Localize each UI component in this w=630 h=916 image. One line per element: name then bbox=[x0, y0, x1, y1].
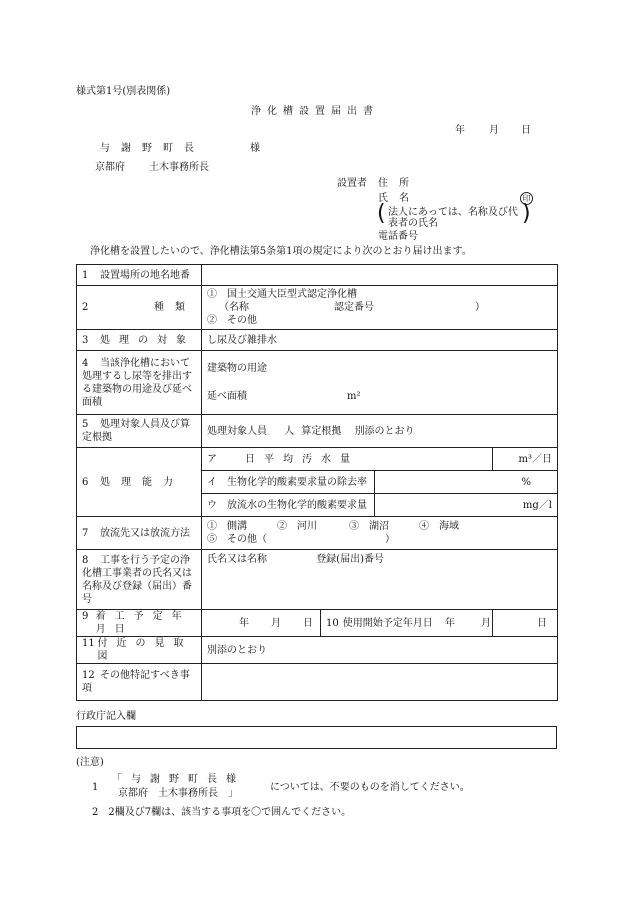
use-date-label: 使用開始予定年月日 bbox=[342, 617, 433, 629]
type-option-2[interactable]: ② その他 bbox=[207, 315, 257, 326]
admin-box bbox=[76, 726, 557, 749]
corp-note-line1: 法人にあっては、名称及び代 bbox=[388, 207, 518, 218]
discharge-label: 放流先又は放流方法 bbox=[100, 527, 190, 539]
start-date-cell[interactable] bbox=[202, 610, 321, 637]
location-label: 設置場所の地名地番 bbox=[100, 269, 190, 281]
building-use: 建築物の用途 bbox=[207, 363, 267, 374]
capacity-label: 処理能力 bbox=[100, 476, 184, 488]
contractor-value-cell[interactable] bbox=[202, 550, 558, 610]
applicant-address-label: 住所 bbox=[378, 178, 420, 189]
building-label: 当該浄化槽において処理するし尿等を排出する建築物の用途及び延べ面積 bbox=[82, 357, 192, 408]
people-unit: 人 bbox=[284, 425, 295, 437]
building-area: 延べ面積 bbox=[207, 391, 247, 402]
row-location: 1 設置場所の地名地番 bbox=[77, 265, 558, 286]
type-label: 種類 bbox=[154, 302, 196, 313]
building-value-cell[interactable] bbox=[202, 351, 558, 415]
note-1-line2: 京都府 土木事務所長 」 bbox=[118, 788, 238, 799]
admin-label: 行政庁記入欄 bbox=[76, 711, 136, 722]
contractor-name-label: 氏名又は名称 bbox=[207, 554, 267, 565]
use-date-day: 日 bbox=[537, 617, 547, 629]
map-label: 付近の見取図 bbox=[97, 638, 193, 662]
start-date-day: 日 bbox=[303, 617, 313, 629]
addressee-name: 与謝野町長 bbox=[100, 143, 205, 154]
contractor-reg-label: 登録(届出)番号 bbox=[316, 554, 384, 565]
discharge-option-5[interactable]: ⑤ その他（ bbox=[207, 534, 267, 545]
capacity-b-unit[interactable]: % bbox=[375, 471, 558, 494]
date-month-label: 月 bbox=[489, 125, 499, 136]
row-capacity-people: 5 処理対象人員及び算定根拠 処理対象人員 人 算定根拠 別添のとおり bbox=[77, 415, 558, 448]
other-label: その他特記すべき事項 bbox=[82, 670, 190, 694]
form-number: 様式第1号(別表関係) bbox=[76, 86, 171, 97]
type-option-1-name: （名称 bbox=[219, 302, 249, 313]
applicant-label: 設置者 bbox=[337, 178, 367, 189]
row-target: 3 処理の対象 し尿及び雑排水 bbox=[77, 330, 558, 351]
date-day-label: 日 bbox=[521, 125, 531, 136]
row-contractor: 8 工事を行う予定の浄化槽工事業者の氏名又は名称及び登録（届出）番号 氏名又は名称 登録(届出)番号 bbox=[77, 550, 558, 610]
capacity-b-label: イ 生物化学的酸素要求量の除去率 bbox=[202, 471, 375, 494]
use-date-year: 年 bbox=[445, 617, 455, 629]
other-value-cell[interactable] bbox=[202, 664, 558, 701]
capacity-c-unit[interactable]: mg／l bbox=[375, 494, 558, 517]
discharge-option-2[interactable]: ② 河川 bbox=[277, 521, 317, 532]
start-date-year: 年 bbox=[239, 617, 249, 629]
capacity-c-label: ウ 放流水の生物化学的酸素要求量 bbox=[202, 494, 375, 517]
capacity-a-unit[interactable]: m³／日 bbox=[493, 448, 558, 471]
addressee-prefecture: 京都府 bbox=[95, 162, 125, 173]
row-capacity-a: 6 処理能力 ア 日平均汚水量 m³／日 bbox=[77, 448, 558, 471]
date-year-label: 年 bbox=[455, 125, 465, 136]
use-date-cell[interactable] bbox=[445, 610, 558, 637]
notes-heading: (注意) bbox=[76, 757, 104, 768]
type-option-1[interactable]: ① 国土交通大臣型式認定浄化槽 bbox=[207, 289, 357, 300]
people-count-label: 処理対象人員 bbox=[207, 425, 267, 437]
building-area-unit: m² bbox=[347, 391, 361, 402]
addressee-office: 土木事務所長 bbox=[149, 162, 209, 173]
note-1-line1: 「与謝野町長様 bbox=[112, 774, 245, 785]
discharge-option-5-close: ） bbox=[385, 534, 395, 545]
seal-mark: 印 bbox=[520, 192, 533, 205]
type-option-1-close: ） bbox=[475, 302, 485, 313]
applicant-phone-label: 電話番号 bbox=[378, 231, 418, 242]
map-value: 別添のとおり bbox=[202, 637, 558, 664]
note-1-number: 1 bbox=[92, 782, 99, 793]
close-paren-icon: ) bbox=[522, 201, 531, 226]
capacity-a-label: ア 日平均汚水量 bbox=[207, 453, 359, 465]
discharge-option-1[interactable]: ① 側溝 bbox=[207, 521, 247, 532]
target-label: 処理の対象 bbox=[100, 334, 195, 346]
use-date-month: 月 bbox=[481, 617, 491, 629]
row-other: 12 その他特記すべき事項 bbox=[77, 664, 558, 701]
type-option-1-cert: 認定番号 bbox=[334, 302, 374, 313]
row-type: 2 種類 ① 国土交通大臣型式認定浄化槽 （名称 認定番号 ） ② その他 bbox=[77, 286, 558, 330]
start-date-label: 着工予定年月日 bbox=[95, 611, 191, 635]
row-map: 11 付近の見取図 別添のとおり bbox=[77, 637, 558, 664]
discharge-option-3[interactable]: ③ 湖沼 bbox=[349, 521, 389, 532]
open-paren-icon: ( bbox=[377, 201, 386, 226]
discharge-value-cell[interactable] bbox=[202, 517, 558, 550]
intro-text: 浄化槽を設置したいので、浄化槽法第5条第1項の規定により次のとおり届け出ます。 bbox=[90, 246, 472, 257]
row-building: 4 当該浄化槽において処理するし尿等を排出する建築物の用途及び延べ面積 建築物の用途 延べ面積 m² bbox=[77, 351, 558, 415]
note-1-text: については、不要のものを消してください。 bbox=[270, 782, 470, 793]
note-2: 2 2欄及び7欄は、該当する事項を〇で囲んでください。 bbox=[92, 807, 352, 818]
type-value-cell[interactable] bbox=[202, 286, 558, 330]
contractor-label: 工事を行う予定の浄化槽工事業者の氏名又は名称及び登録（届出）番号 bbox=[82, 554, 192, 605]
people-basis-label: 算定根拠 bbox=[301, 425, 342, 437]
page-title: 浄化槽設置届出書 bbox=[251, 106, 379, 117]
applicant-name-label: 氏名 bbox=[378, 193, 420, 204]
application-table bbox=[76, 264, 558, 701]
target-value: し尿及び雑排水 bbox=[202, 330, 558, 351]
start-date-month: 月 bbox=[271, 617, 281, 629]
people-value-cell[interactable] bbox=[202, 415, 558, 448]
row-discharge: 7 放流先又は放流方法 ① 側溝 ② 河川 ③ 湖沼 ④ 海域 ⑤ その他（ ） bbox=[77, 517, 558, 550]
location-value-cell[interactable] bbox=[202, 265, 558, 286]
people-basis-ref: 別添のとおり bbox=[354, 425, 415, 437]
discharge-option-4[interactable]: ④ 海域 bbox=[419, 521, 459, 532]
addressee-honorific: 様 bbox=[250, 143, 260, 154]
row-dates: 9 着工予定年月日 年 月 日 10 使用開始予定年月日 年 月 日 bbox=[77, 610, 558, 637]
people-label: 処理対象人員及び算定根拠 bbox=[82, 419, 190, 443]
corp-note-line2: 表者の氏名 bbox=[388, 218, 438, 229]
